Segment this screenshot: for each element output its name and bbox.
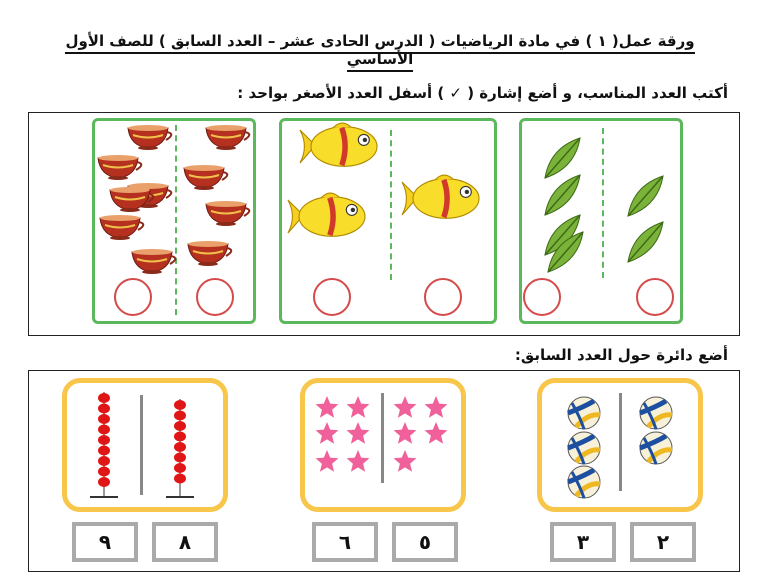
abacus-bead-icon <box>174 453 186 463</box>
abacus-bead-icon <box>174 421 186 431</box>
abacus-card <box>62 378 228 512</box>
answer-circle[interactable] <box>114 278 152 316</box>
section2-instruction: أضع دائرة حول العدد السابق: <box>514 346 728 364</box>
abacus-bead-icon <box>174 442 186 452</box>
leaves-divider <box>602 128 604 278</box>
number-box[interactable]: ٦ <box>312 522 378 562</box>
number-box[interactable]: ٥ <box>392 522 458 562</box>
answer-circle[interactable] <box>424 278 462 316</box>
abacus-bead-icon <box>98 446 110 456</box>
abacus-bead-icon <box>98 414 110 424</box>
abacus-bead-icon <box>174 400 186 410</box>
abacus-bead-icon <box>174 432 186 442</box>
teacups-divider <box>175 125 177 315</box>
volleyball-icon <box>568 466 600 498</box>
section1-instruction: أكتب العدد المناسب، و أضع إشارة ( ✓ ) أسفل العدد الأصغر بواحد : <box>237 84 728 102</box>
volleyball-icon <box>640 397 672 429</box>
answer-circle[interactable] <box>196 278 234 316</box>
answer-circle[interactable] <box>313 278 351 316</box>
number-box[interactable]: ٢ <box>630 522 696 562</box>
number-box[interactable]: ٩ <box>72 522 138 562</box>
abacus-divider <box>140 395 143 495</box>
abacus-bead-icon <box>174 411 186 421</box>
volleyballs-divider <box>619 393 622 491</box>
volleyballs-picture <box>0 0 1 1</box>
volleyball-icon <box>568 432 600 464</box>
volleyball-icon <box>568 397 600 429</box>
abacus-bead-icon <box>98 393 110 403</box>
abacus-bead-icon <box>98 425 110 435</box>
abacus-bead-icon <box>98 467 110 477</box>
volleyball-icon <box>640 432 672 464</box>
worksheet-title: ورقة عمل( ١ ) في مادة الرياضيات ( الدرس الحادى عشر – العدد السابق ) للصف الأول الأساسي <box>40 32 720 68</box>
abacus-bead-icon <box>98 404 110 414</box>
answer-circle[interactable] <box>523 278 561 316</box>
abacus-bead-icon <box>98 435 110 445</box>
abacus-bead-icon <box>174 474 186 484</box>
number-box[interactable]: ٣ <box>550 522 616 562</box>
number-box[interactable]: ٨ <box>152 522 218 562</box>
abacus-bead-icon <box>98 456 110 466</box>
stars-divider <box>381 393 384 483</box>
abacus-bead-icon <box>98 477 110 487</box>
fish-divider <box>390 130 392 280</box>
answer-circle[interactable] <box>636 278 674 316</box>
abacus-bead-icon <box>174 463 186 473</box>
